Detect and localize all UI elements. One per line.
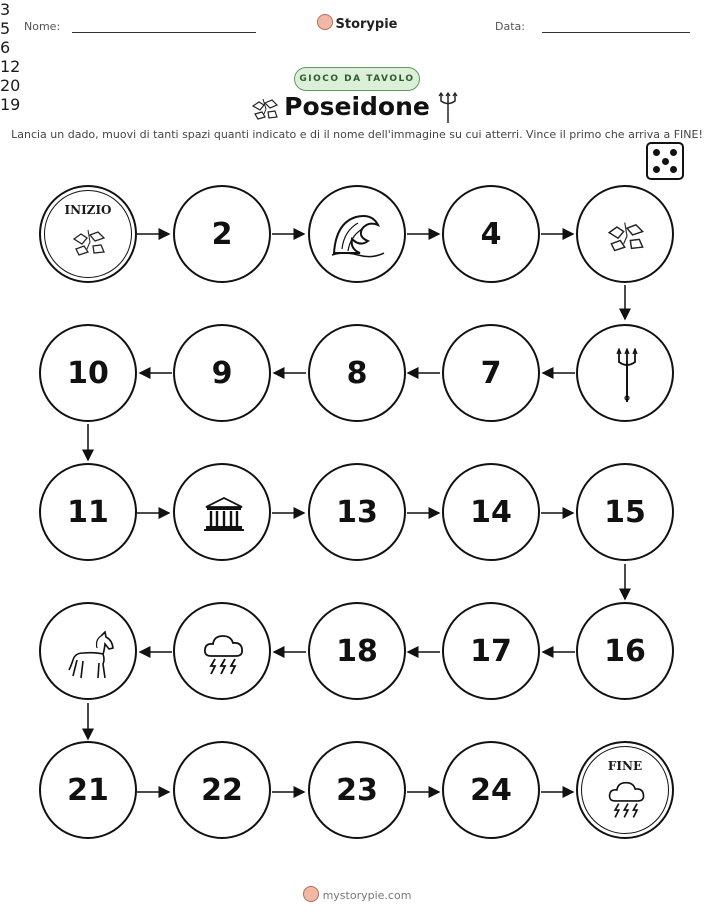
- board-space-19[interactable]: [173, 602, 271, 700]
- name-label: Nome:: [24, 20, 61, 33]
- footer-url[interactable]: mystorypie.com: [322, 889, 412, 902]
- board-space-9[interactable]: [173, 324, 271, 422]
- board-space-13[interactable]: [308, 463, 406, 561]
- horse-icon: [65, 630, 117, 682]
- board-space-7[interactable]: [442, 324, 540, 422]
- space-number-badge: 19: [0, 95, 21, 114]
- board-space-20[interactable]: [39, 602, 137, 700]
- space-number: 10: [67, 355, 109, 391]
- date-label: Data:: [495, 20, 525, 33]
- temple-icon: [202, 495, 246, 533]
- board-space-11[interactable]: [39, 463, 137, 561]
- space-number: 14: [470, 494, 512, 530]
- board-space-3[interactable]: [308, 185, 406, 283]
- board-space-18[interactable]: [308, 602, 406, 700]
- space-number-badge: 20: [0, 76, 21, 95]
- wave-icon: [330, 209, 386, 259]
- space-number: 7: [480, 355, 502, 391]
- space-number: 11: [67, 494, 109, 530]
- finish-label: FINE: [607, 759, 643, 773]
- space-number: 17: [470, 633, 512, 669]
- board-space-6[interactable]: [576, 324, 674, 422]
- board-space-23[interactable]: [308, 741, 406, 839]
- space-number: 13: [336, 494, 378, 530]
- board-space-2[interactable]: [173, 185, 271, 283]
- start-label: INIZIO: [64, 203, 112, 217]
- board-space-12[interactable]: [173, 463, 271, 561]
- board-space-4[interactable]: [442, 185, 540, 283]
- space-number-badge: 12: [0, 57, 21, 76]
- space-number: 24: [470, 772, 512, 808]
- finish-space[interactable]: [576, 741, 674, 839]
- board-space-21[interactable]: [39, 741, 137, 839]
- space-number: 9: [211, 355, 233, 391]
- space-number: 8: [346, 355, 368, 391]
- brand-name: Storypie: [335, 17, 398, 32]
- board-space-17[interactable]: [442, 602, 540, 700]
- game-type-badge: GIOCO DA TAVOLO: [294, 67, 420, 91]
- space-number: 18: [336, 633, 378, 669]
- trident-icon: [614, 348, 640, 404]
- instructions: Lancia un dado, muovi di tanti spazi quanti indicato e di il nome dell'immagine su cui atterri. Vince il primo che arriva a FINE!: [11, 128, 703, 141]
- broken-stones-icon: [604, 217, 650, 255]
- board-space-15[interactable]: [576, 463, 674, 561]
- space-number: 21: [67, 772, 109, 808]
- board-space-22[interactable]: [173, 741, 271, 839]
- board-space-5[interactable]: [576, 185, 674, 283]
- space-number: 23: [336, 772, 378, 808]
- space-number: 15: [604, 494, 646, 530]
- start-space[interactable]: [39, 185, 137, 283]
- space-number: 22: [201, 772, 243, 808]
- board-space-16[interactable]: [576, 602, 674, 700]
- space-number: 2: [211, 216, 233, 252]
- storypie-logo-icon: [303, 886, 319, 902]
- board-space-8[interactable]: [308, 324, 406, 422]
- page-title: Poseidone: [284, 92, 430, 121]
- space-number-badge: 5: [0, 19, 11, 38]
- broken-stones-icon: [70, 225, 110, 259]
- storm-cloud-icon: [201, 632, 247, 678]
- board-space-14[interactable]: [442, 463, 540, 561]
- board-space-24[interactable]: [442, 741, 540, 839]
- space-number-badge: 3: [0, 0, 11, 19]
- space-number: 4: [480, 216, 502, 252]
- space-number-badge: 6: [0, 38, 11, 57]
- storm-cloud-icon: [606, 779, 648, 821]
- footer: [0, 886, 714, 902]
- board-space-10[interactable]: [39, 324, 137, 422]
- space-number: 16: [604, 633, 646, 669]
